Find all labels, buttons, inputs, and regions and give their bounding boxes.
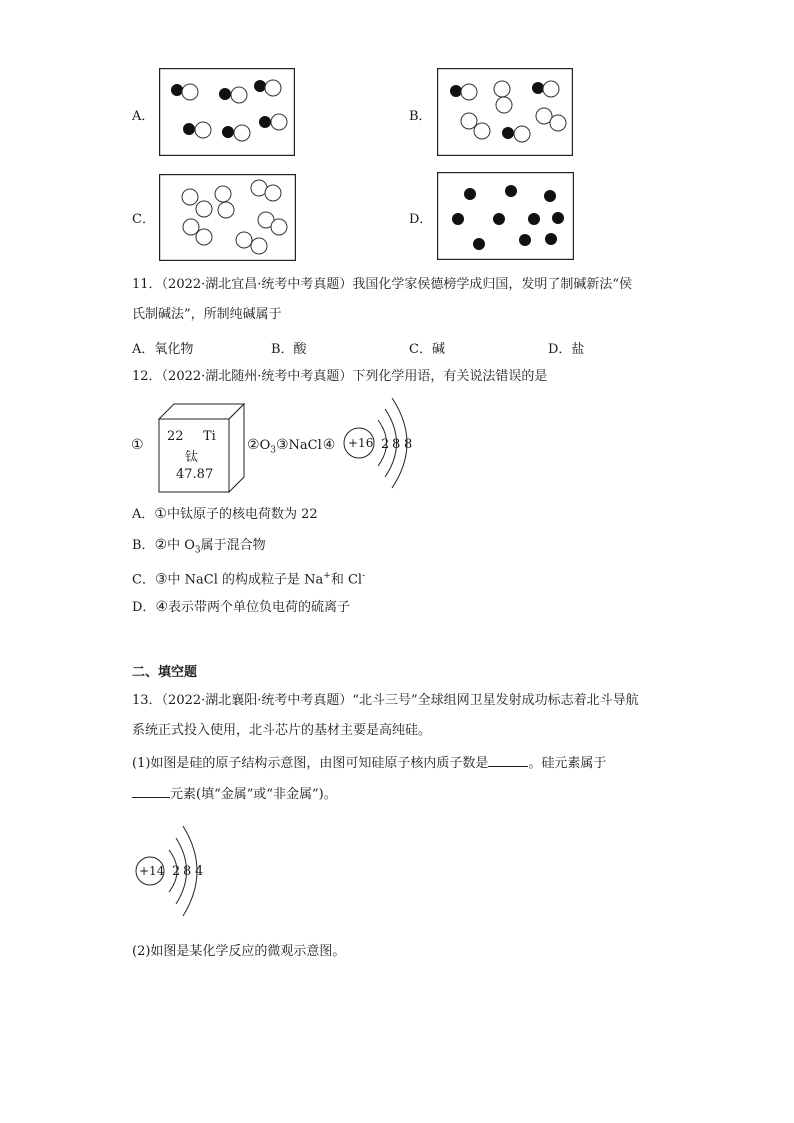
q12-option-b-marker: B． bbox=[132, 538, 155, 553]
q12-option-c-sup1: + bbox=[323, 571, 331, 581]
q12-option-c bbox=[132, 567, 365, 589]
q12-option-a-marker: A． bbox=[132, 507, 155, 522]
q12-option-a-text: 中钛原子的核电荷数为 22 bbox=[166, 507, 318, 522]
q12-option-c-marker: C． bbox=[132, 572, 155, 588]
q13-part1-line2 bbox=[132, 785, 337, 804]
q13-part1-line1 bbox=[132, 754, 606, 773]
section-title-fill-in: 二、填空题 bbox=[132, 665, 198, 680]
q12-option-b-circle: ② bbox=[154, 537, 168, 553]
q12-option-b-pre: 中 O bbox=[167, 538, 195, 553]
sulfur-shell-2: 8 bbox=[392, 437, 401, 452]
q13-stem-line2: 系统正式投入使用，北斗芯片的基材主要是高纯硅。 bbox=[132, 723, 432, 738]
q12-option-c-circle: ③ bbox=[154, 571, 168, 588]
q11-option-d: D．盐 bbox=[548, 342, 585, 357]
option-d-label: D． bbox=[409, 212, 433, 227]
q12-option-b-sub: 3 bbox=[194, 545, 201, 556]
q12-option-a bbox=[132, 505, 318, 524]
ozone-subscript: 3 bbox=[270, 445, 276, 456]
q11-stem-line2: 氏制碱法”，所制纯碱属于 bbox=[132, 307, 282, 322]
q12-marker-4: ④ bbox=[322, 437, 336, 453]
silicon-shell-2: 8 bbox=[183, 864, 192, 879]
q12-option-d bbox=[132, 598, 350, 617]
q11-option-c: C．碱 bbox=[409, 342, 445, 357]
q13-part1-text-b: 。硅元素属于 bbox=[528, 756, 607, 771]
silicon-nucleus-charge: +14 bbox=[139, 864, 165, 878]
nacl-formula: NaCl bbox=[288, 438, 322, 453]
option-a-diagram bbox=[159, 68, 295, 156]
q13-part2-line: (2)如图是某化学反应的微观示意图。 bbox=[132, 944, 346, 959]
option-d-diagram bbox=[437, 172, 574, 260]
q12-option-c-sup2: - bbox=[362, 571, 366, 581]
q12-option-b bbox=[132, 536, 266, 560]
option-b-label: B． bbox=[409, 109, 432, 124]
q13-stem-line1: 13．（2022·湖北襄阳·统考中考真题）“北斗三号”全球组网卫星发射成功标志着北斗导航 bbox=[132, 693, 639, 708]
q12-option-d-text: 表示带两个单位负电荷的硫离子 bbox=[168, 600, 351, 615]
option-c-label: C． bbox=[132, 212, 155, 227]
q13-part1-text-a: (1)如图是硅的原子结构示意图，由图可知硅原子核内质子数是 bbox=[132, 756, 489, 771]
q12-option-d-circle: ④ bbox=[155, 599, 168, 615]
q11-option-a: A．氧化物 bbox=[132, 342, 194, 357]
q12-formula-row bbox=[247, 437, 335, 456]
q12-option-c-mid: 和 Cl bbox=[330, 572, 363, 588]
q13-part1-text-c: 元素(填“金属”或“非金属”)。 bbox=[170, 787, 337, 802]
element-symbol: Ti bbox=[203, 429, 216, 444]
element-type-blank[interactable] bbox=[132, 785, 170, 798]
sulfur-shell-1: 2 bbox=[381, 437, 390, 452]
q12-option-c-pre: 中 NaCl 的构成粒子是 Na bbox=[167, 572, 324, 588]
sulfur-shell-3: 8 bbox=[404, 437, 413, 452]
element-mass: 47.87 bbox=[176, 467, 214, 482]
option-b-diagram bbox=[437, 68, 573, 156]
q12-option-b-post: 属于混合物 bbox=[200, 538, 266, 553]
option-c-diagram bbox=[159, 174, 296, 261]
element-atomic-number: 22 bbox=[167, 429, 184, 444]
sulfur-nucleus-charge: +16 bbox=[348, 436, 374, 450]
q11-option-b: B．酸 bbox=[271, 342, 307, 357]
q12-marker-1: ① bbox=[131, 437, 144, 453]
element-name: 钛 bbox=[185, 450, 199, 465]
q12-option-d-marker: D． bbox=[132, 600, 156, 615]
silicon-shell-3: 4 bbox=[195, 864, 204, 879]
ozone-formula: O bbox=[259, 438, 271, 453]
q12-marker-3: ③ bbox=[275, 437, 289, 453]
option-a-label: A． bbox=[132, 109, 155, 124]
silicon-shell-1: 2 bbox=[172, 864, 181, 879]
q12-option-a-circle: ① bbox=[154, 506, 167, 522]
q12-marker-2: ② bbox=[247, 437, 260, 453]
q12-stem: 12．（2022·湖北随州·统考中考真题）下列化学用语，有关说法错误的是 bbox=[132, 369, 548, 384]
proton-number-blank[interactable] bbox=[488, 754, 528, 767]
q11-stem-line1: 11．（2022·湖北宜昌·统考中考真题）我国化学家侯德榜学成归国，发明了制碱新法“侯 bbox=[132, 277, 633, 292]
